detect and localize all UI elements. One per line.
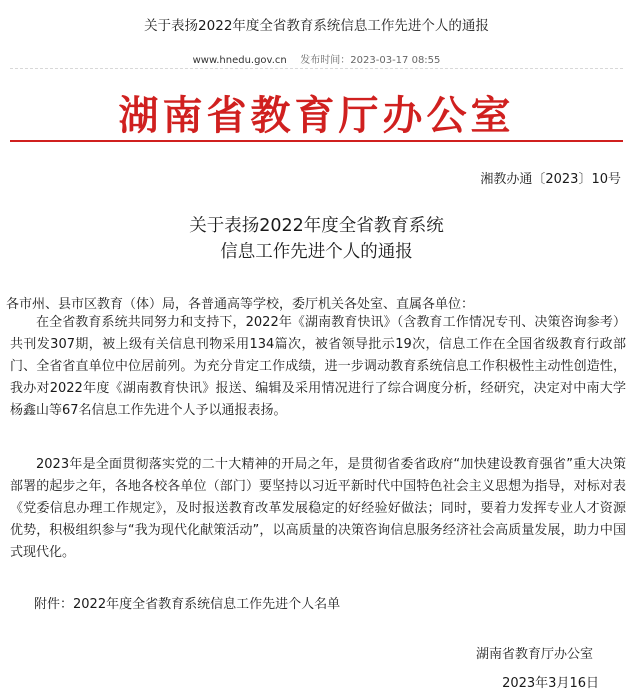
site-link[interactable]: www.hnedu.gov.cn: [192, 55, 287, 66]
published-label: 发布时间: [300, 55, 341, 66]
signer: 湖南省教育厅办公室: [475, 647, 593, 662]
body-paragraph-1: 在全省教育系统共同努力和支持下，2022年《湖南教育快讯》（含教育工作情况专刊、决策咨询参考）共刊发307期，被上级有关信息刊物采用134篇次，被省领导批示19次，信息工作在全国省级教育行政部门、全省省直单位中位居前列。为充分肯定工作成绩，进一步调动教育系统信息工作积极性主动性创造性，我办对2022年度《湖南教育快讯》报送、编辑及采用情况进行了综合调度分析，经研究，决定对中南大学杨鑫山等67名信息工作先进个人予以通报表扬。: [10, 315, 626, 418]
letterhead-red-rule: [10, 140, 623, 142]
publish-meta: [0, 51, 633, 66]
letterhead-org: 湖南省教育厅办公室: [118, 92, 515, 139]
published-time: 2023-03-17 08:55: [350, 55, 441, 66]
page-title: 关于表扬2022年度全省教育系统信息工作先进个人的通报: [144, 18, 489, 34]
header-divider: [10, 68, 623, 69]
salutation: 各市州、县市区教育（体）局，各普通高等学校，委厅机关各处室、直属各单位：: [6, 297, 475, 312]
document-title: [0, 213, 633, 265]
document-number: 湘教办通〔2023〕10号: [480, 172, 621, 187]
document-title-line2: 信息工作先进个人的通报: [220, 242, 413, 262]
meta-separator: [292, 55, 295, 66]
body-paragraph-2: 2023年是全面贯彻落实党的二十大精神的开局之年，是贯彻省委省政府“加快建设教育强省”重大决策部署的起步之年，各地各校各单位（部门）要坚持以习近平新时代中国特色社会主义思想为指导，对标对表《党委信息办理工作规定》，及时报送教育改革发展稳定的好经验好做法；同时，要着力发挥专业人才资源优势，积极组织参与“我为现代化献策活动”，以高质量的决策咨询信息服务经济社会高质量发展，助力中国式现代化。: [10, 457, 626, 560]
document-date: 2023年3月16日: [502, 676, 599, 691]
published-colon: ：: [340, 55, 351, 66]
attachment-note: 附件：2022年度全省教育系统信息工作先进个人名单: [34, 597, 341, 612]
document-title-line1: 关于表扬2022年度全省教育系统: [189, 216, 444, 236]
